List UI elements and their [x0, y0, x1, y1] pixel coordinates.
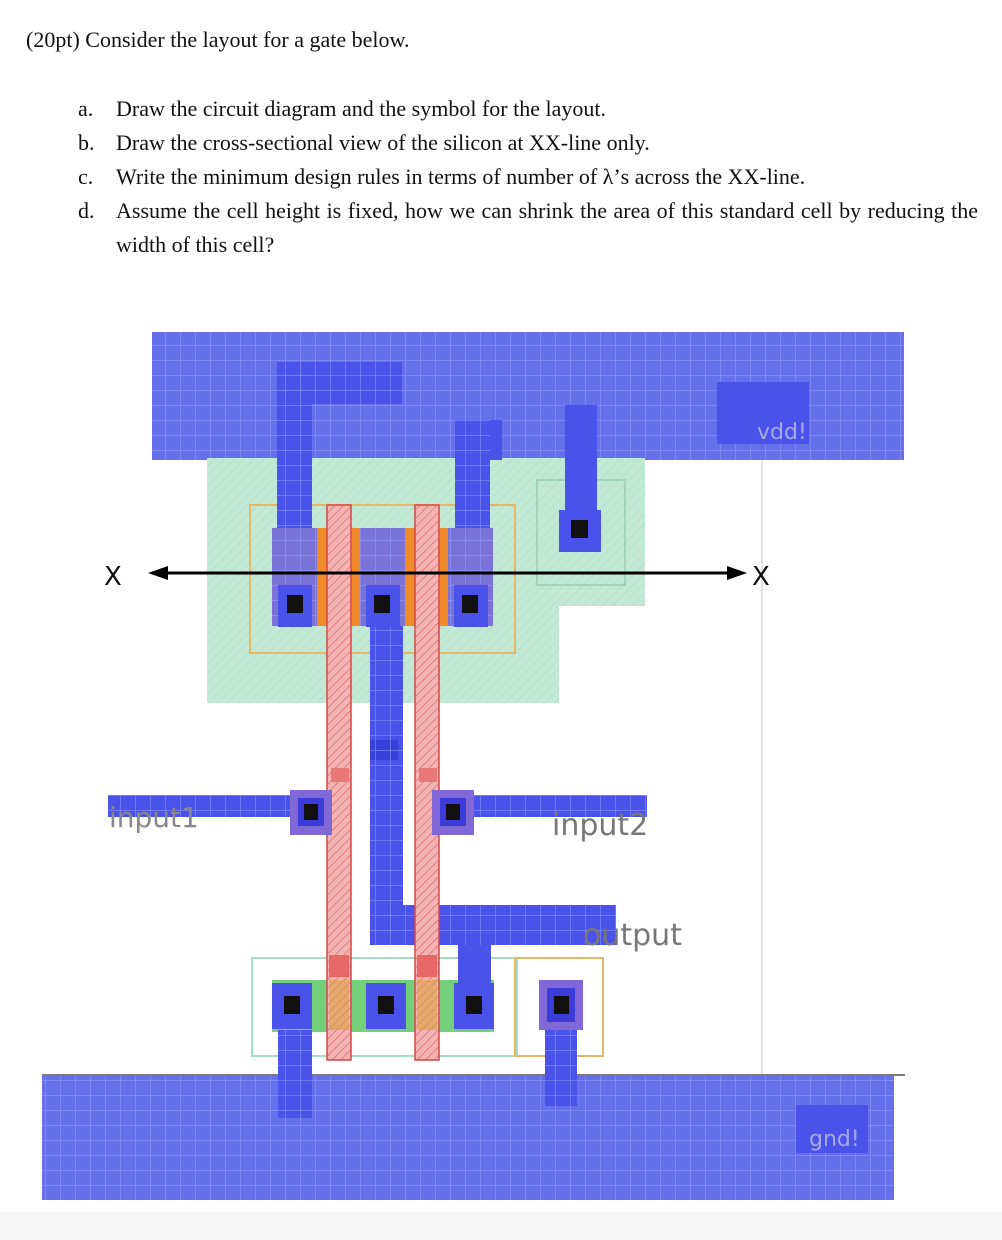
output-pin-label: output	[583, 918, 682, 953]
part-c-letter: c.	[78, 164, 94, 189]
part-d-text: Assume the cell height is fixed, how we can shrink the area of this standard cell by reducing the width of this cell?	[116, 198, 978, 257]
part-a-text: Draw the circuit diagram and the symbol for the layout.	[116, 96, 606, 121]
cut-label-right: X	[752, 562, 770, 592]
gnd-rail	[42, 1074, 905, 1200]
vdd-pin-label: vdd!	[757, 420, 807, 445]
part-c-text: Write the minimum design rules in terms of number of λ’s across the XX-line.	[116, 164, 806, 189]
arrow-right-icon	[727, 566, 747, 580]
gnd-pin-label: gnd!	[809, 1127, 860, 1152]
part-a-letter: a.	[78, 96, 94, 121]
part-b-text: Draw the cross-sectional view of the silicon at XX-line only.	[116, 130, 650, 155]
part-d-letter: d.	[78, 198, 95, 223]
input2-pin-label: input2	[552, 808, 649, 843]
arrow-left-icon	[148, 566, 168, 580]
part-b-letter: b.	[78, 130, 95, 155]
cut-label-left: X	[104, 562, 122, 592]
question-title: (20pt) Consider the layout for a gate below.	[26, 27, 410, 52]
input1-pin-label: input1	[109, 801, 199, 834]
